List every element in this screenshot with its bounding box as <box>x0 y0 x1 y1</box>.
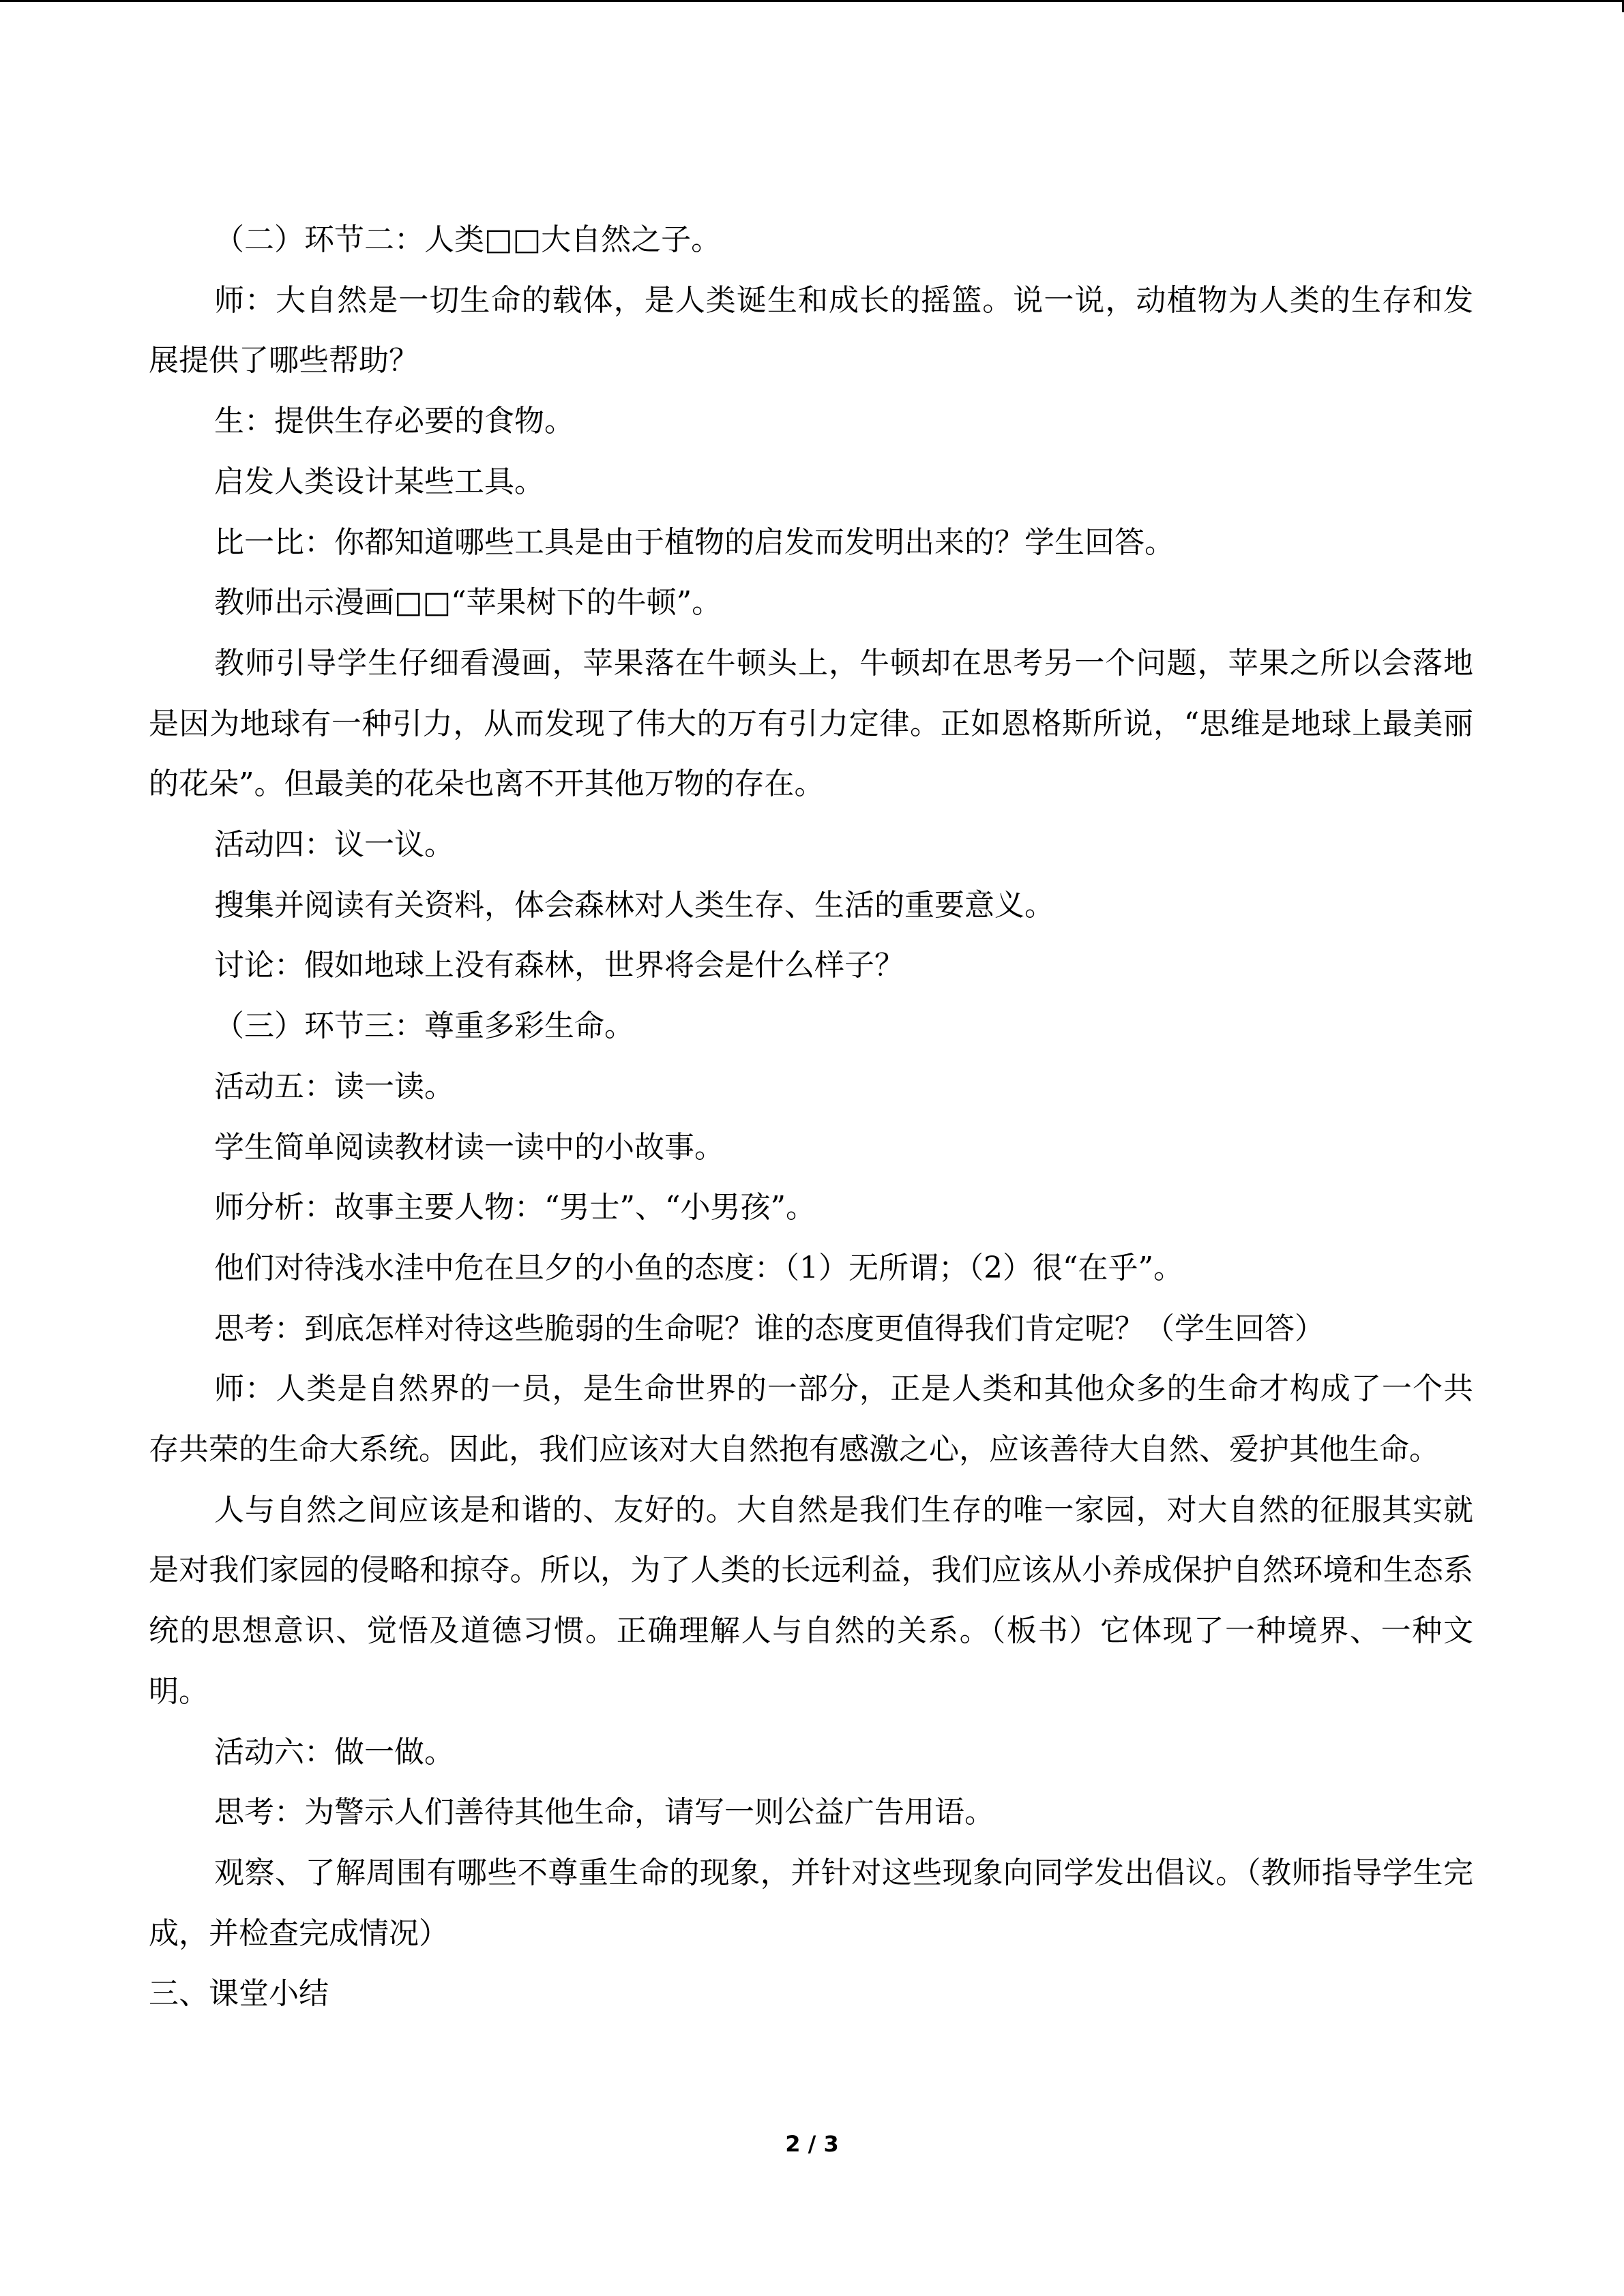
paragraph: 人与自然之间应该是和谐的、友好的。大自然是我们生存的唯一家园，对大自然的征服其实就是对我们家园的侵略和掠夺。所以，为了人类的长远利益，我们应该从小养成保护自然环境和生态系统的思想意识、觉悟及道德习惯。正确理解人与自然的关系。（板书）它体现了一种境界、一种文明。 <box>149 1492 1473 1709</box>
paragraph: 观察、了解周围有哪些不尊重生命的现象，并针对这些现象向同学发出倡议。（教师指导学生完成，并检查完成情况） <box>149 1855 1473 1951</box>
paragraph: 思考：到底怎样对待这些脆弱的生命呢？谁的态度更值得我们肯定呢？（学生回答） <box>214 1311 1325 1346</box>
paragraph: 思考：为警示人们善待其他生命，请写一则公益广告用语。 <box>214 1795 994 1830</box>
paragraph: 教师出示漫画□□“苹果树下的牛顿”。 <box>214 585 722 621</box>
section-heading: 三、课堂小结 <box>149 1976 329 2012</box>
paragraph: 活动五：读一读。 <box>214 1069 454 1104</box>
paragraph: 他们对待浅水洼中危在旦夕的小鱼的态度：（1）无所谓；（2）很“在乎”。 <box>214 1250 1183 1285</box>
paragraph: 学生简单阅读教材读一读中的小故事。 <box>214 1129 724 1165</box>
page-number: 2 / 3 <box>785 2131 839 2157</box>
paragraph: 教师引导学生仔细看漫画，苹果落在牛顿头上，牛顿却在思考另一个问题，苹果之所以会落地是因为地球有一种引力，从而发现了伟大的万有引力定律。正如恩格斯所说，“思维是地球上最美丽的花朵”。但最美的花朵也离不开其他万物的存在。 <box>149 645 1473 802</box>
paragraph: 活动四：议一议。 <box>214 827 454 863</box>
paragraph: 比一比：你都知道哪些工具是由于植物的启发而发明出来的？学生回答。 <box>214 524 1175 560</box>
paragraph: 启发人类设计某些工具。 <box>214 464 544 499</box>
paragraph: （二）环节二：人类□□大自然之子。 <box>214 222 722 257</box>
paragraph: 讨论：假如地球上没有森林，世界将会是什么样子？ <box>214 948 904 983</box>
paragraph: （三）环节三：尊重多彩生命。 <box>214 1009 634 1044</box>
top-border <box>0 0 1624 2</box>
paragraph: 搜集并阅读有关资料，体会森林对人类生存、生活的重要意义。 <box>214 887 1054 923</box>
paragraph: 师分析：故事主要人物：“男士”、“小男孩”。 <box>214 1190 816 1225</box>
paragraph: 师：大自然是一切生命的载体，是人类诞生和成长的摇篮。说一说，动植物为人类的生存和发展提供了哪些帮助？ <box>149 282 1473 378</box>
paragraph: 生：提供生存必要的食物。 <box>214 404 574 439</box>
document-body <box>149 210 1473 2025</box>
paragraph: 师：人类是自然界的一员，是生命世界的一部分，正是人类和其他众多的生命才构成了一个共存共荣的生命大系统。因此，我们应该对大自然抱有感激之心，应该善待大自然、爱护其他生命。 <box>149 1371 1473 1467</box>
paragraph: 活动六：做一做。 <box>214 1734 454 1770</box>
